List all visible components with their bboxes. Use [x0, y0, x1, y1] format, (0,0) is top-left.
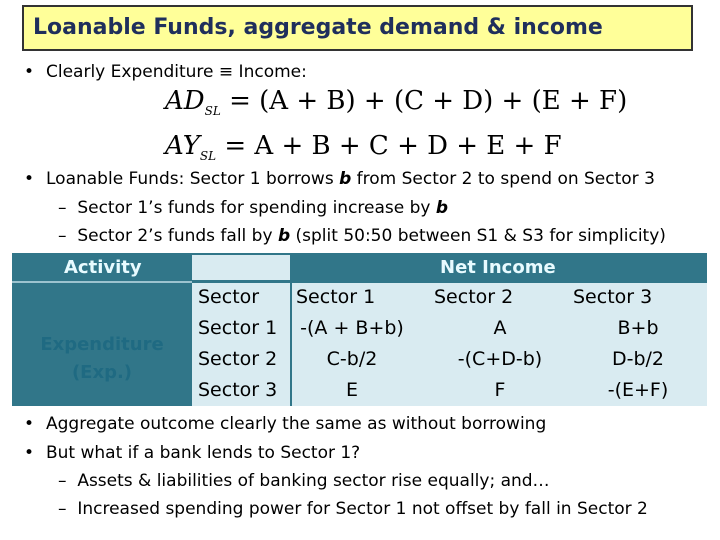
sub-dash: –	[58, 471, 78, 491]
subbullet-assets-liabilities	[58, 471, 550, 491]
table-blank-cell	[192, 255, 290, 280]
cell-s1-s2: A	[493, 317, 507, 339]
subbullet-sector1-funds	[58, 198, 448, 218]
equation-ay-subscript: SL	[199, 149, 217, 163]
equation-ay	[165, 131, 562, 163]
subbullet-text: Assets & liabilities of banking sector rise equally; and…	[77, 471, 550, 491]
equation-ad-lhs: AD	[165, 86, 205, 116]
subbullet-text: (split 50:50 between S1 & S3 for simplicity)	[290, 226, 666, 246]
bullet-variable: b	[339, 169, 352, 189]
bullet-text: Clearly Expenditure ≡ Income:	[46, 62, 307, 82]
cell-s2-s1: C-b/2	[326, 348, 378, 370]
table-divider	[12, 281, 192, 283]
net-income-table	[12, 253, 707, 406]
equation-ay-rhs: = A + B + C + D + E + F	[224, 131, 562, 161]
cell-s3-s2: F	[494, 379, 506, 401]
col-header-sector-3: Sector 3	[573, 286, 653, 308]
bullet-text: Aggregate outcome clearly the same as without borrowing	[46, 414, 547, 434]
bullet-dot: •	[24, 414, 35, 434]
cell-s3-s3: -(E+F)	[607, 379, 669, 401]
subbullet-text: Sector 2’s funds fall by	[77, 226, 278, 246]
bullet-bank-lends	[24, 443, 360, 463]
subbullet-text: Increased spending power for Sector 1 not offset by fall in Sector 2	[77, 499, 648, 519]
subbullet-variable: b	[277, 226, 291, 246]
row-group-expenditure	[12, 331, 192, 387]
sub-dash: –	[58, 226, 78, 246]
bullet-dot: •	[24, 443, 35, 463]
subbullet-variable: b	[435, 198, 449, 218]
bullet-expenditure-income	[24, 62, 307, 82]
sub-dash: –	[58, 499, 78, 519]
sub-dash: –	[58, 198, 78, 218]
header-activity: Activity	[64, 257, 142, 278]
col-header-sector: Sector	[198, 286, 260, 308]
bullet-dot: •	[24, 62, 35, 82]
bullet-dot: •	[24, 169, 35, 189]
cell-s2-s3: D-b/2	[611, 348, 665, 370]
cell-s1-s3: B+b	[617, 317, 659, 339]
bullet-loanable-funds	[24, 169, 655, 189]
bullet-text: But what if a bank lends to Sector 1?	[46, 443, 361, 463]
bullet-text: from Sector 2 to spend on Sector 3	[351, 169, 655, 189]
bullet-aggregate-outcome	[24, 414, 546, 434]
col-header-sector-1: Sector 1	[296, 286, 376, 308]
expenditure-abbrev: (Exp.)	[71, 362, 133, 383]
col-header-sector-2: Sector 2	[434, 286, 514, 308]
title-box	[22, 5, 693, 51]
bullet-text: Loanable Funds: Sector 1 borrows	[46, 169, 340, 189]
slide-title: Loanable Funds, aggregate demand & income	[33, 15, 603, 40]
equation-ay-lhs: AY	[165, 131, 200, 161]
expenditure-label: Expenditure	[40, 334, 164, 355]
subbullet-sector2-funds	[58, 226, 666, 246]
subbullet-text: Sector 1’s funds for spending increase by	[77, 198, 436, 218]
equation-ad-rhs: = (A + B) + (C + D) + (E + F)	[229, 86, 628, 116]
subbullet-spending-power	[58, 499, 648, 519]
row-label-sector-3: Sector 3	[198, 379, 278, 401]
cell-s1-s1: -(A + B+b)	[300, 317, 404, 339]
equation-ad-subscript: SL	[204, 104, 221, 118]
cell-s3-s1: E	[345, 379, 358, 401]
row-label-sector-1: Sector 1	[198, 317, 278, 339]
cell-s2-s2: -(C+D-b)	[457, 348, 543, 370]
row-label-sector-2: Sector 2	[198, 348, 278, 370]
equation-ad	[165, 86, 627, 118]
header-net-income: Net Income	[440, 257, 556, 278]
